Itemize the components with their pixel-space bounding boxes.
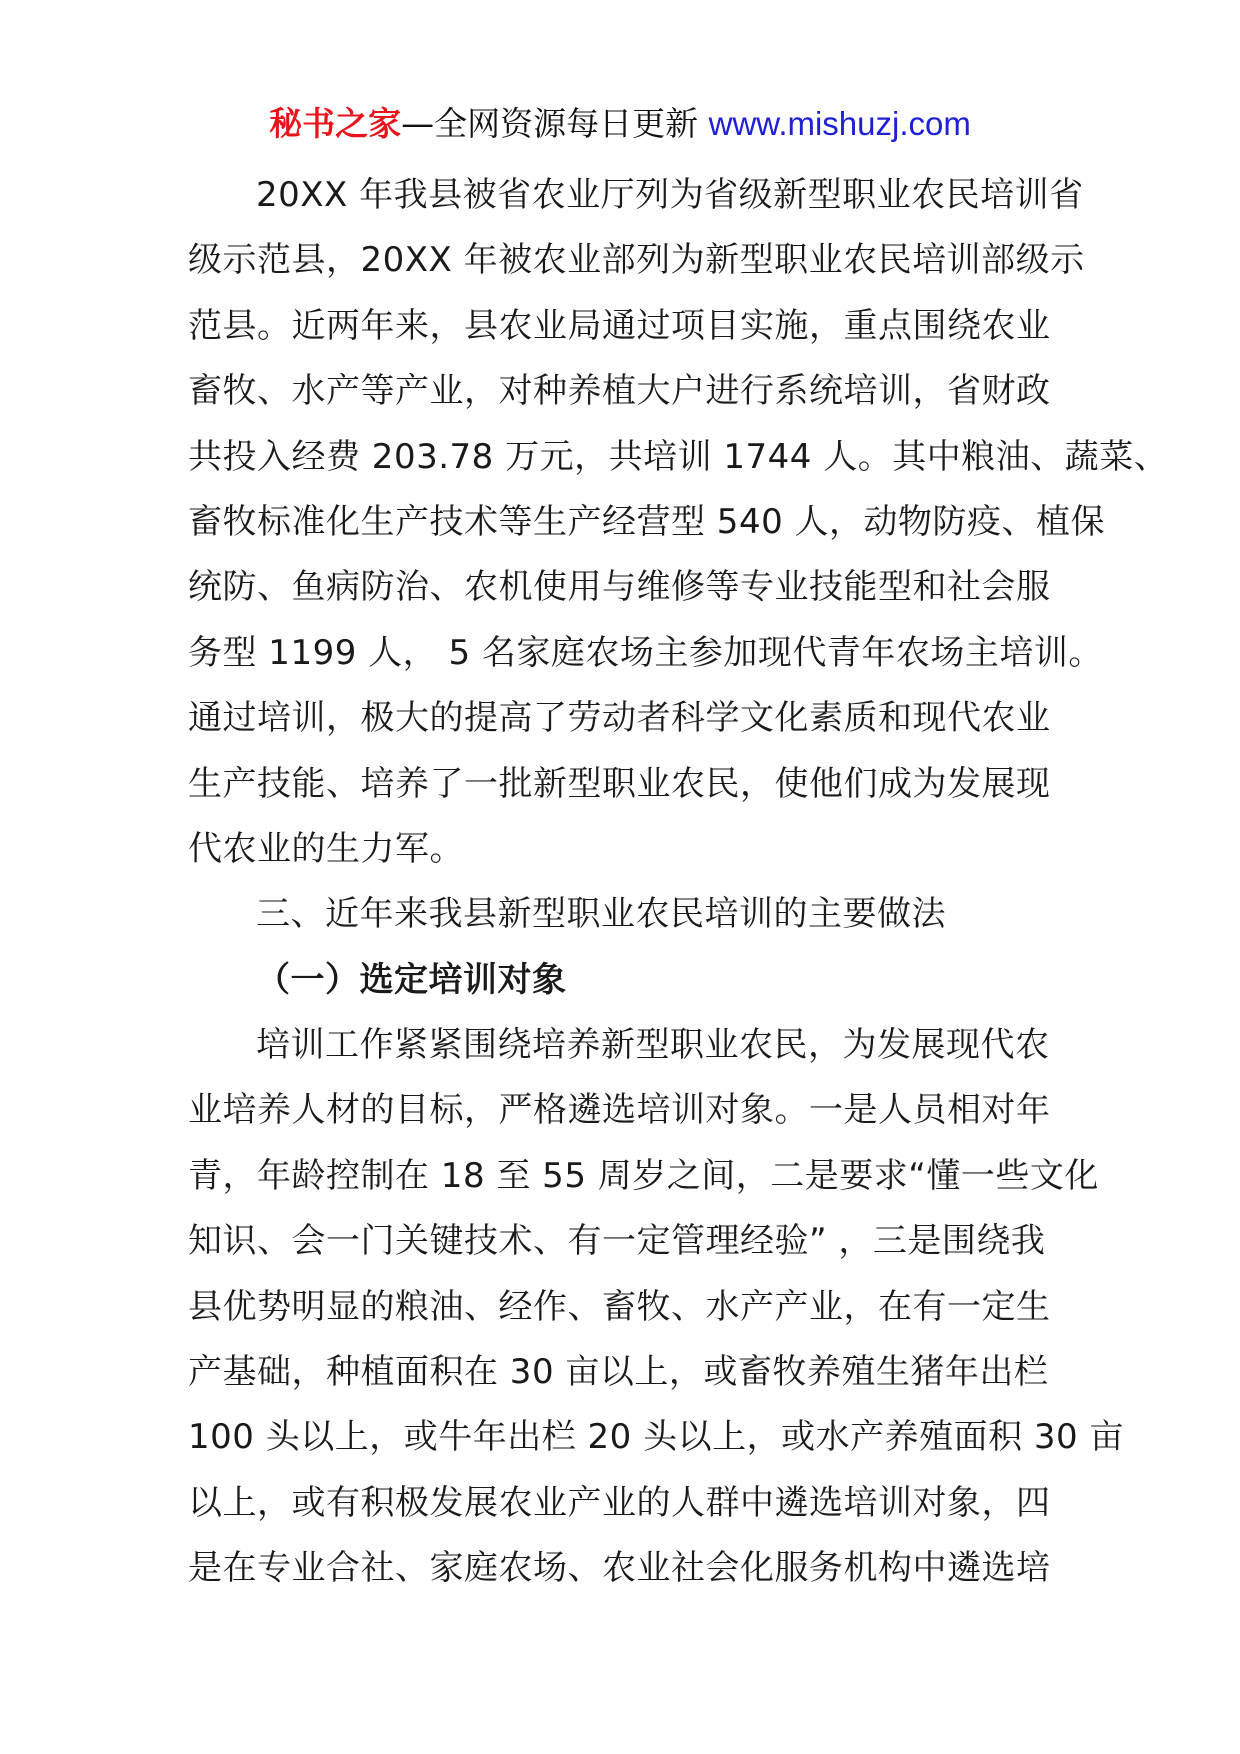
header-tagline: —全网资源每日更新 xyxy=(401,104,709,143)
subsection-heading: （一）选定培训对象 xyxy=(256,959,567,1000)
paragraph-line: 县优势明显的粮油、经作、畜牧、水产产业，在有一定生 xyxy=(188,1286,1051,1327)
paragraph-line: 通过培训，极大的提高了劳动者科学文化素质和现代农业 xyxy=(188,698,1051,739)
paragraph-line: 100 头以上，或牛年出栏 20 头以上，或水产养殖面积 30 亩 xyxy=(188,1417,1124,1458)
paragraph-line: 以上，或有积极发展农业产业的人群中遴选培训对象，四 xyxy=(188,1482,1051,1523)
brand-name: 秘书之家 xyxy=(269,104,402,143)
paragraph-line: 是在专业合社、家庭农场、农业社会化服务机构中遴选培 xyxy=(188,1548,1051,1589)
paragraph-line: 共投入经费 203.78 万元，共培训 1744 人。其中粮油、蔬菜、 xyxy=(188,436,1169,477)
website-link[interactable]: www.mishuzj.com xyxy=(708,105,971,142)
paragraph-line: 畜牧标准化生产技术等生产经营型 540 人，动物防疫、植保 xyxy=(188,501,1106,542)
paragraph-line: 培训工作紧紧围绕培养新型职业农民，为发展现代农 xyxy=(256,1025,1050,1066)
page-header xyxy=(0,100,1240,148)
paragraph-line: 20XX 年我县被省农业厅列为省级新型职业农民培训省 xyxy=(256,175,1084,215)
paragraph-line: 代农业的生力军。 xyxy=(188,828,464,869)
paragraph-line: 统防、鱼病防治、农机使用与维修等专业技能型和社会服 xyxy=(188,567,1051,608)
paragraph-line: 青，年龄控制在 18 至 55 周岁之间，二是要求“懂一些文化 xyxy=(188,1155,1099,1196)
paragraph-line: 级示范县，20XX 年被农业部列为新型职业农民培训部级示 xyxy=(188,240,1085,281)
section-heading: 三、近年来我县新型职业农民培训的主要做法 xyxy=(256,894,946,935)
paragraph-line: 范县。近两年来，县农业局通过项目实施，重点围绕农业 xyxy=(188,305,1051,346)
paragraph-line: 知识、会一门关键技术、有一定管理经验” ，三是围绕我 xyxy=(188,1221,1046,1262)
paragraph-line: 务型 1199 人， 5 名家庭农场主参加现代青年农场主培训。 xyxy=(188,632,1103,673)
paragraph-line: 业培养人材的目标，严格遴选培训对象。一是人员相对年 xyxy=(188,1090,1051,1131)
document-body xyxy=(188,163,1169,1602)
paragraph-line: 生产技能、培养了一批新型职业农民，使他们成为发展现 xyxy=(188,763,1051,804)
paragraph-line: 产基础，种植面积在 30 亩以上，或畜牧养殖生猪年出栏 xyxy=(188,1352,1049,1393)
paragraph-line: 畜牧、水产等产业，对种养植大户进行系统培训，省财政 xyxy=(188,371,1051,412)
